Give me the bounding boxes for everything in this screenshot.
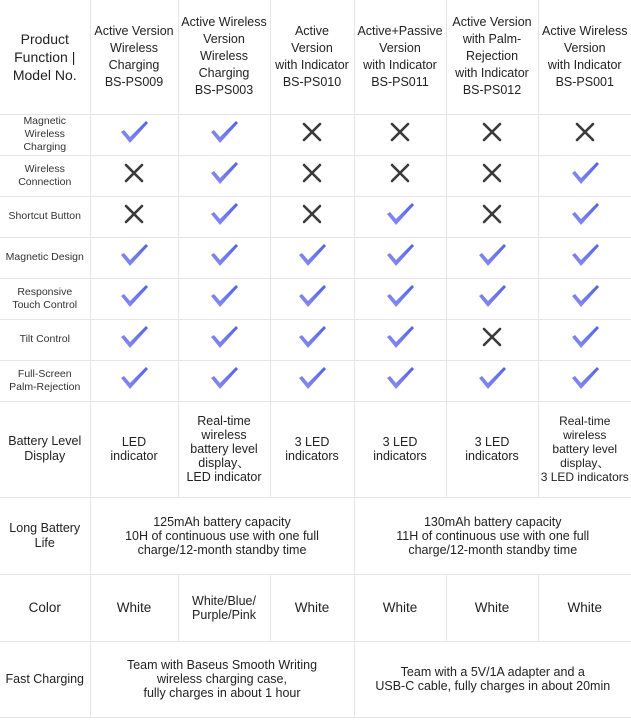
battery-display-label: Battery Level Display xyxy=(8,434,82,463)
feature-cell xyxy=(538,114,631,155)
row-label xyxy=(0,401,90,497)
battery-display-cell xyxy=(90,401,178,497)
color-value: White/Blue/ Purple/Pink xyxy=(192,593,256,622)
feature-cell xyxy=(538,237,631,278)
color-value: White xyxy=(294,599,330,615)
color-cell xyxy=(270,574,354,641)
checkmark-icon xyxy=(209,160,239,186)
battery-display-cell xyxy=(446,401,538,497)
feature-label: Shortcut Button xyxy=(8,210,81,222)
row-label xyxy=(0,497,90,574)
cross-icon xyxy=(301,121,323,143)
model-number: BS-PS011 xyxy=(371,74,429,89)
feature-cell xyxy=(446,196,538,237)
battery-life-group-b xyxy=(354,497,631,574)
row-label xyxy=(0,278,90,319)
battery-life-value: 125mAh battery capacity 10H of continuous use with one full charge/12-month standby time xyxy=(125,514,319,557)
checkmark-icon xyxy=(385,201,415,227)
row-label xyxy=(0,114,90,155)
model-number: BS-PS010 xyxy=(282,74,342,89)
feature-label: Magnetic Design xyxy=(5,251,84,263)
feature-cell xyxy=(538,155,631,196)
feature-row xyxy=(0,360,631,401)
fast-charging-group-b xyxy=(354,641,631,717)
feature-cell xyxy=(90,237,178,278)
feature-cell xyxy=(270,319,354,360)
cross-icon xyxy=(481,203,503,225)
checkmark-icon xyxy=(209,283,239,309)
color-cell xyxy=(538,574,631,641)
feature-cell xyxy=(270,114,354,155)
feature-cell xyxy=(178,278,270,319)
checkmark-icon xyxy=(209,242,239,268)
feature-cell xyxy=(354,278,446,319)
checkmark-icon xyxy=(477,365,507,391)
cross-icon xyxy=(481,121,503,143)
cross-icon xyxy=(301,203,323,225)
feature-label: Responsive Touch Control xyxy=(12,285,78,311)
checkmark-icon xyxy=(385,283,415,309)
feature-cell xyxy=(90,155,178,196)
feature-row xyxy=(0,319,631,360)
header-row xyxy=(0,0,631,114)
feature-cell xyxy=(178,237,270,278)
cross-icon xyxy=(481,162,503,184)
battery-display-cell xyxy=(538,401,631,497)
checkmark-icon xyxy=(570,283,600,309)
model-number: BS-PS009 xyxy=(104,74,164,89)
feature-cell xyxy=(270,278,354,319)
checkmark-icon xyxy=(477,283,507,309)
checkmark-icon xyxy=(570,242,600,268)
model-number: BS-PS012 xyxy=(462,83,522,98)
feature-cell xyxy=(538,196,631,237)
feature-label: Wireless Connection xyxy=(18,162,72,188)
battery-display-row xyxy=(0,401,631,497)
cross-icon xyxy=(301,162,323,184)
cross-icon xyxy=(389,162,411,184)
model-header xyxy=(90,0,178,114)
feature-cell xyxy=(354,237,446,278)
feature-cell xyxy=(446,237,538,278)
fast-charging-group-a xyxy=(90,641,354,717)
checkmark-icon xyxy=(570,324,600,350)
color-value: White xyxy=(474,599,510,615)
feature-cell xyxy=(90,360,178,401)
color-label: Color xyxy=(28,600,61,615)
row-label xyxy=(0,641,90,717)
checkmark-icon xyxy=(209,324,239,350)
model-header xyxy=(538,0,631,114)
row-label xyxy=(0,196,90,237)
battery-life-value: 130mAh battery capacity 11H of continuous use with one full charge/12-month standby time xyxy=(396,514,590,557)
color-value: White xyxy=(382,599,418,615)
model-number: BS-PS001 xyxy=(555,74,614,89)
feature-cell xyxy=(354,114,446,155)
battery-display-value: Real-time wireless battery level display、 LED indicator xyxy=(186,414,262,484)
checkmark-icon xyxy=(119,119,149,145)
fast-charging-row xyxy=(0,641,631,717)
checkmark-icon xyxy=(209,365,239,391)
battery-display-value: 3 LED indicators xyxy=(465,435,519,463)
feature-row xyxy=(0,155,631,196)
checkmark-icon xyxy=(570,201,600,227)
feature-cell xyxy=(354,360,446,401)
checkmark-icon xyxy=(297,242,327,268)
model-desc: Active Wireless Version Wireless Charging xyxy=(181,15,267,81)
feature-cell xyxy=(354,155,446,196)
cross-icon xyxy=(481,326,503,348)
cross-icon xyxy=(574,121,596,143)
feature-row xyxy=(0,237,631,278)
feature-cell xyxy=(270,196,354,237)
color-value: White xyxy=(567,599,602,615)
checkmark-icon xyxy=(385,242,415,268)
battery-life-label: Long Battery Life xyxy=(9,520,81,550)
feature-rows xyxy=(0,114,631,401)
battery-display-cell xyxy=(270,401,354,497)
checkmark-icon xyxy=(297,324,327,350)
feature-cell xyxy=(90,196,178,237)
color-cell xyxy=(446,574,538,641)
feature-label: Magnetic Wireless Charging xyxy=(23,115,67,153)
feature-cell xyxy=(446,278,538,319)
model-header xyxy=(446,0,538,114)
feature-cell xyxy=(270,360,354,401)
feature-cell xyxy=(90,319,178,360)
fast-charging-label: Fast Charging xyxy=(5,671,84,686)
battery-display-value: LED indicator xyxy=(110,435,158,463)
model-desc: Active+Passive Version with Indicator xyxy=(357,23,443,72)
feature-row xyxy=(0,278,631,319)
color-cell xyxy=(178,574,270,641)
color-value: White xyxy=(116,599,152,615)
feature-cell xyxy=(354,319,446,360)
battery-display-cell xyxy=(178,401,270,497)
checkmark-icon xyxy=(209,119,239,145)
cross-icon xyxy=(123,162,145,184)
feature-row xyxy=(0,196,631,237)
feature-cell xyxy=(538,360,631,401)
model-header xyxy=(270,0,354,114)
feature-cell xyxy=(90,278,178,319)
row-label xyxy=(0,237,90,278)
checkmark-icon xyxy=(209,201,239,227)
battery-display-value: Real-time wireless battery level display、 3 LED indicators xyxy=(540,414,629,484)
battery-life-row xyxy=(0,497,631,574)
checkmark-icon xyxy=(119,242,149,268)
feature-cell xyxy=(270,155,354,196)
color-cell xyxy=(354,574,446,641)
model-desc: Active Version with Indicator xyxy=(275,23,349,72)
battery-display-cell xyxy=(354,401,446,497)
function-model-header xyxy=(0,0,90,114)
row-label xyxy=(0,319,90,360)
feature-label: Full-Screen Palm-Rejection xyxy=(9,367,81,393)
checkmark-icon xyxy=(477,242,507,268)
checkmark-icon xyxy=(297,365,327,391)
model-number: BS-PS003 xyxy=(194,83,254,98)
battery-life-group-a xyxy=(90,497,354,574)
battery-display-value: 3 LED indicators xyxy=(285,435,339,463)
fast-charging-value: Team with a 5V/1A adapter and a USB-C cable, fully charges in about 20min xyxy=(375,665,611,693)
cross-icon xyxy=(389,121,411,143)
feature-cell xyxy=(446,155,538,196)
feature-cell xyxy=(354,196,446,237)
checkmark-icon xyxy=(297,283,327,309)
checkmark-icon xyxy=(570,365,600,391)
feature-cell xyxy=(446,319,538,360)
feature-cell xyxy=(178,155,270,196)
feature-cell xyxy=(178,196,270,237)
model-header xyxy=(178,0,270,114)
feature-row xyxy=(0,114,631,155)
checkmark-icon xyxy=(385,324,415,350)
row-label xyxy=(0,155,90,196)
checkmark-icon xyxy=(570,160,600,186)
feature-label: Tilt Control xyxy=(19,333,70,345)
feature-cell xyxy=(538,278,631,319)
checkmark-icon xyxy=(119,283,149,309)
feature-cell xyxy=(90,114,178,155)
fast-charging-value: Team with Baseus Smooth Writing wireless charging case, fully charges in about 1 hour xyxy=(126,658,318,700)
feature-cell xyxy=(270,237,354,278)
model-desc: Active Version with Palm- Rejection with Indicator xyxy=(452,15,532,81)
checkmark-icon xyxy=(119,324,149,350)
row-label xyxy=(0,574,90,641)
color-cell xyxy=(90,574,178,641)
color-row xyxy=(0,574,631,641)
row-label xyxy=(0,360,90,401)
model-header xyxy=(354,0,446,114)
feature-cell xyxy=(178,114,270,155)
checkmark-icon xyxy=(385,365,415,391)
checkmark-icon xyxy=(119,365,149,391)
model-desc: Active Version Wireless Charging xyxy=(94,23,174,72)
cross-icon xyxy=(123,203,145,225)
feature-cell xyxy=(446,114,538,155)
battery-display-value: 3 LED indicators xyxy=(373,435,427,463)
model-desc: Active Wireless Version with Indicator xyxy=(542,23,628,72)
feature-cell xyxy=(538,319,631,360)
feature-cell xyxy=(446,360,538,401)
feature-cell xyxy=(178,360,270,401)
feature-cell xyxy=(178,319,270,360)
function-model-label: Product Function | Model No. xyxy=(12,30,77,83)
